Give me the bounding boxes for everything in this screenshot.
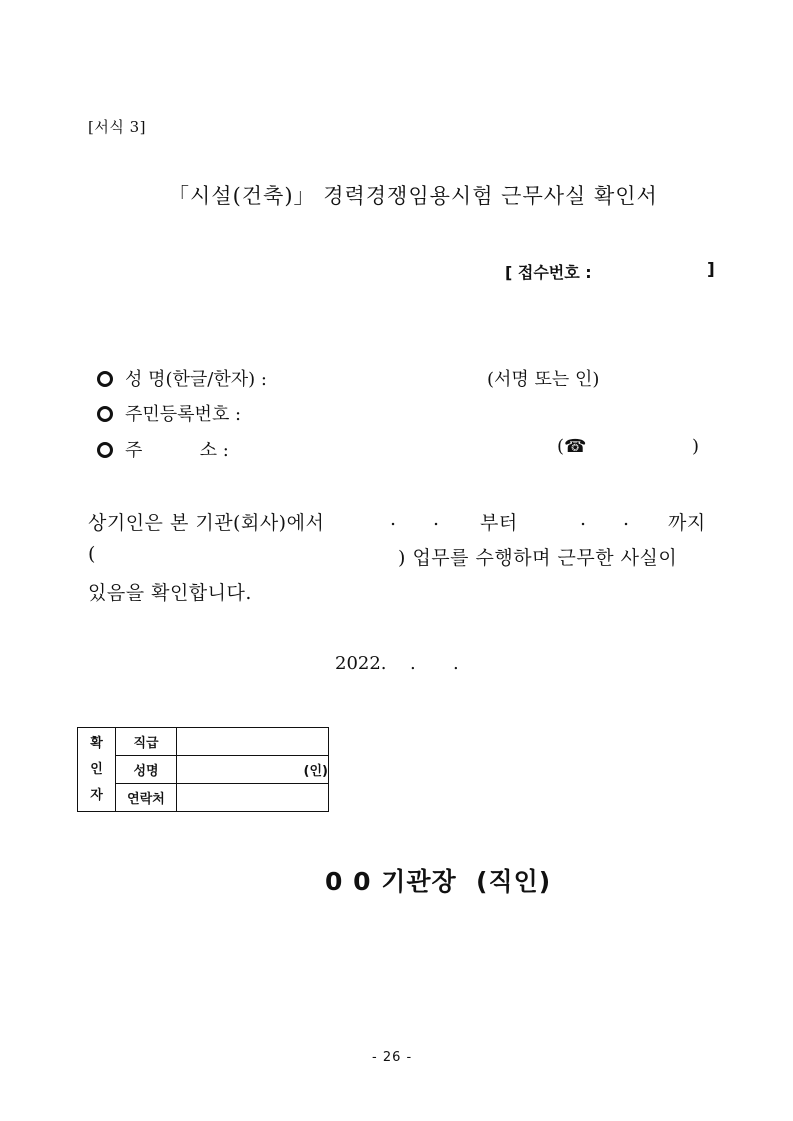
confirmer-header xyxy=(78,728,116,812)
phone-bracket: ) xyxy=(692,436,700,457)
address-label: 주 소 : xyxy=(125,440,229,461)
statement-line-3: 있음을 확인합니다. xyxy=(88,582,252,604)
table-row xyxy=(78,756,329,784)
statement-from: 부터 xyxy=(480,512,518,534)
address-field xyxy=(97,436,229,462)
contact-label: 연락처 xyxy=(116,784,177,812)
circle-bullet-icon xyxy=(97,442,113,458)
statement-line-2: ) 업무를 수행하며 근무한 사실이 xyxy=(398,547,678,569)
statement-paren-open: ( xyxy=(88,543,96,565)
circle-bullet-icon xyxy=(97,371,113,387)
date-dot: . xyxy=(453,653,459,674)
confirmer-header-char: 확 xyxy=(90,735,103,751)
confirmer-table xyxy=(77,727,329,812)
confirmer-seal: (인) xyxy=(177,756,329,784)
rank-value xyxy=(177,728,329,756)
receipt-number-bracket: ] xyxy=(707,260,715,280)
contact-value xyxy=(177,784,329,812)
rank-label: 직급 xyxy=(116,728,177,756)
receipt-number-label: [ 접수번호 : xyxy=(505,263,592,282)
issuer-seal-line: 0 0 기관장 (직인) xyxy=(325,867,552,896)
confirmer-header-char: 인 xyxy=(90,761,103,777)
name-label: 성 명(한글/한자) : xyxy=(125,369,267,390)
form-number: [서식 3] xyxy=(88,118,146,136)
date-dot: . xyxy=(390,508,397,530)
date-dot: . xyxy=(623,508,630,530)
circle-bullet-icon xyxy=(97,406,113,422)
statement-line-1: 상기인은 본 기관(회사)에서 xyxy=(88,512,325,534)
signature-label: (서명 또는 인) xyxy=(487,369,600,390)
date-year: 2022. xyxy=(335,653,387,674)
confirmer-name-label: 성명 xyxy=(116,756,177,784)
document-title: 「시설(건축)」 경력경쟁임용시험 근무사실 확인서 xyxy=(168,184,658,208)
name-field xyxy=(97,365,267,391)
resident-number-label: 주민등록번호 : xyxy=(125,404,242,425)
date-dot: . xyxy=(580,508,587,530)
table-row xyxy=(78,728,329,756)
phone-label: (☎ xyxy=(557,436,587,457)
date-dot: . xyxy=(433,508,440,530)
date-dot: . xyxy=(410,653,416,674)
resident-number-field xyxy=(97,400,241,426)
table-row xyxy=(78,784,329,812)
statement-until: 까지 xyxy=(668,512,706,534)
confirmer-header-char: 자 xyxy=(90,787,103,803)
page-number: - 26 - xyxy=(372,1050,413,1065)
